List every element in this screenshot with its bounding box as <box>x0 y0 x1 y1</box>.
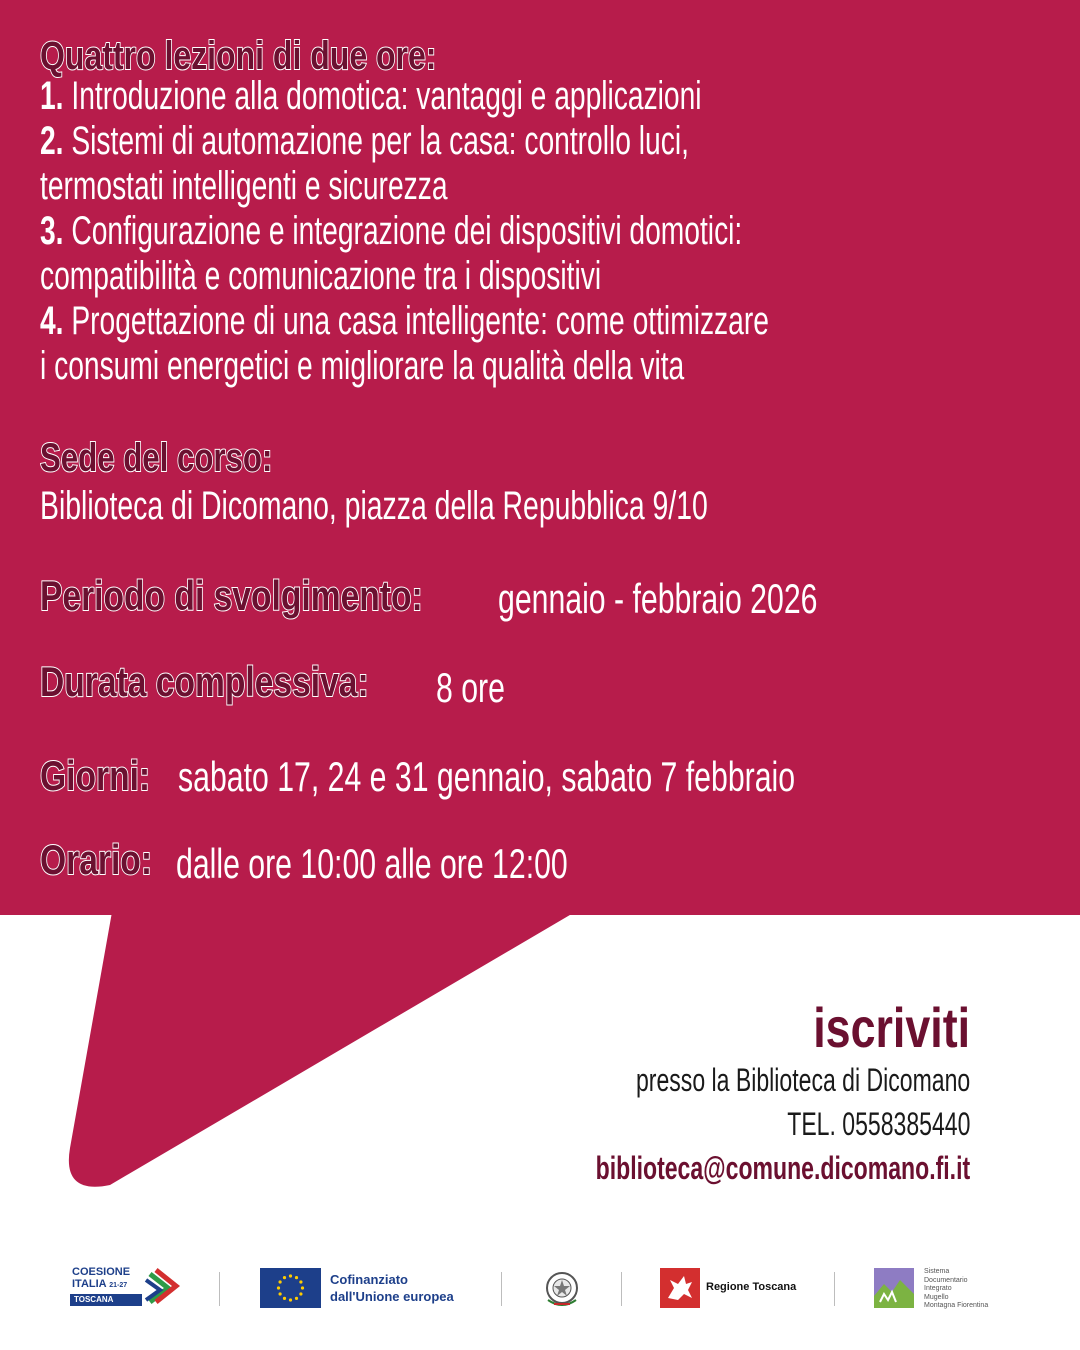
iscriviti-where: presso la Biblioteca di Dicomano <box>635 1062 970 1098</box>
orario-value: dalle ore 10:00 alle ore 12:00 <box>176 840 568 887</box>
giorni-value: sabato 17, 24 e 31 gennaio, sabato 7 febbraio <box>178 753 796 800</box>
sdi-line-1: Sistema <box>924 1268 950 1275</box>
logo-divider-2 <box>501 1272 502 1306</box>
regione-toscana-logo <box>660 1268 700 1308</box>
lesson-1: 1. Introduzione alla domotica: vantaggi e applicazioni <box>40 74 702 118</box>
logo-divider-4 <box>834 1272 835 1306</box>
orario-label: Orario: <box>40 836 153 883</box>
sede-value: Biblioteca di Dicomano, piazza della Repubblica 9/10 <box>40 484 708 528</box>
coesione-line1: COESIONE <box>72 1266 131 1278</box>
eu-flag-icon <box>260 1268 321 1308</box>
lessons-section <box>40 34 1050 389</box>
sdi-text <box>924 1268 988 1311</box>
sdi-line-5: Montagna Fiorentina <box>924 1302 989 1309</box>
coesione-region: TOSCANA <box>74 1295 114 1304</box>
periodo-label: Periodo di svolgimento: <box>40 572 423 619</box>
sdi-line-3: Integrato <box>924 1285 952 1292</box>
sdi-mugello-logo-icon <box>874 1268 914 1308</box>
eu-text-line1: Cofinanziato <box>330 1272 408 1287</box>
coesione-line2: ITALIA 21-27 <box>72 1278 128 1290</box>
sdi-line-2: Documentario <box>924 1276 968 1284</box>
iscriviti-email[interactable]: biblioteca@comune.dicomano.fi.it <box>595 1150 970 1186</box>
durata-value: 8 ore <box>436 664 505 711</box>
regione-toscana-text: Regione Toscana <box>706 1281 797 1293</box>
iscriviti-phone: TEL. 0558385440 <box>786 1106 970 1142</box>
sede-label: Sede del corso: <box>40 436 273 480</box>
iscriviti-title: iscriviti <box>813 996 970 1059</box>
lesson-4: 4. Progettazione di una casa intelligente: come ottimizzare i consumi energetici e migliorare la qualità della vita <box>40 299 769 388</box>
lesson-2: 2. Sistemi di automazione per la casa: controllo luci, termostati intelligenti e sicurezza <box>40 119 689 208</box>
lessons-heading: Quattro lezioni di due ore: <box>40 34 437 78</box>
giorni-label: Giorni: <box>40 752 151 799</box>
periodo-value: gennaio - febbraio 2026 <box>498 575 818 622</box>
logo-divider-3 <box>621 1272 622 1306</box>
lesson-3: 3. Configurazione e integrazione dei dispositivi domotici: compatibilità e comunicazione tra i dispositivi <box>40 209 743 298</box>
sdi-line-4: Mugello <box>924 1293 949 1301</box>
eu-text-line2: dall'Unione europea <box>330 1289 454 1304</box>
durata-label: Durata complessiva: <box>40 658 369 705</box>
logo-divider-1 <box>219 1272 220 1306</box>
eu-stars-icon <box>260 1268 321 1308</box>
coesione-arrow-icon <box>142 1266 182 1306</box>
pegasus-icon <box>660 1268 700 1308</box>
coesione-italia-logo <box>70 1266 182 1310</box>
italian-republic-emblem-icon <box>542 1268 582 1310</box>
